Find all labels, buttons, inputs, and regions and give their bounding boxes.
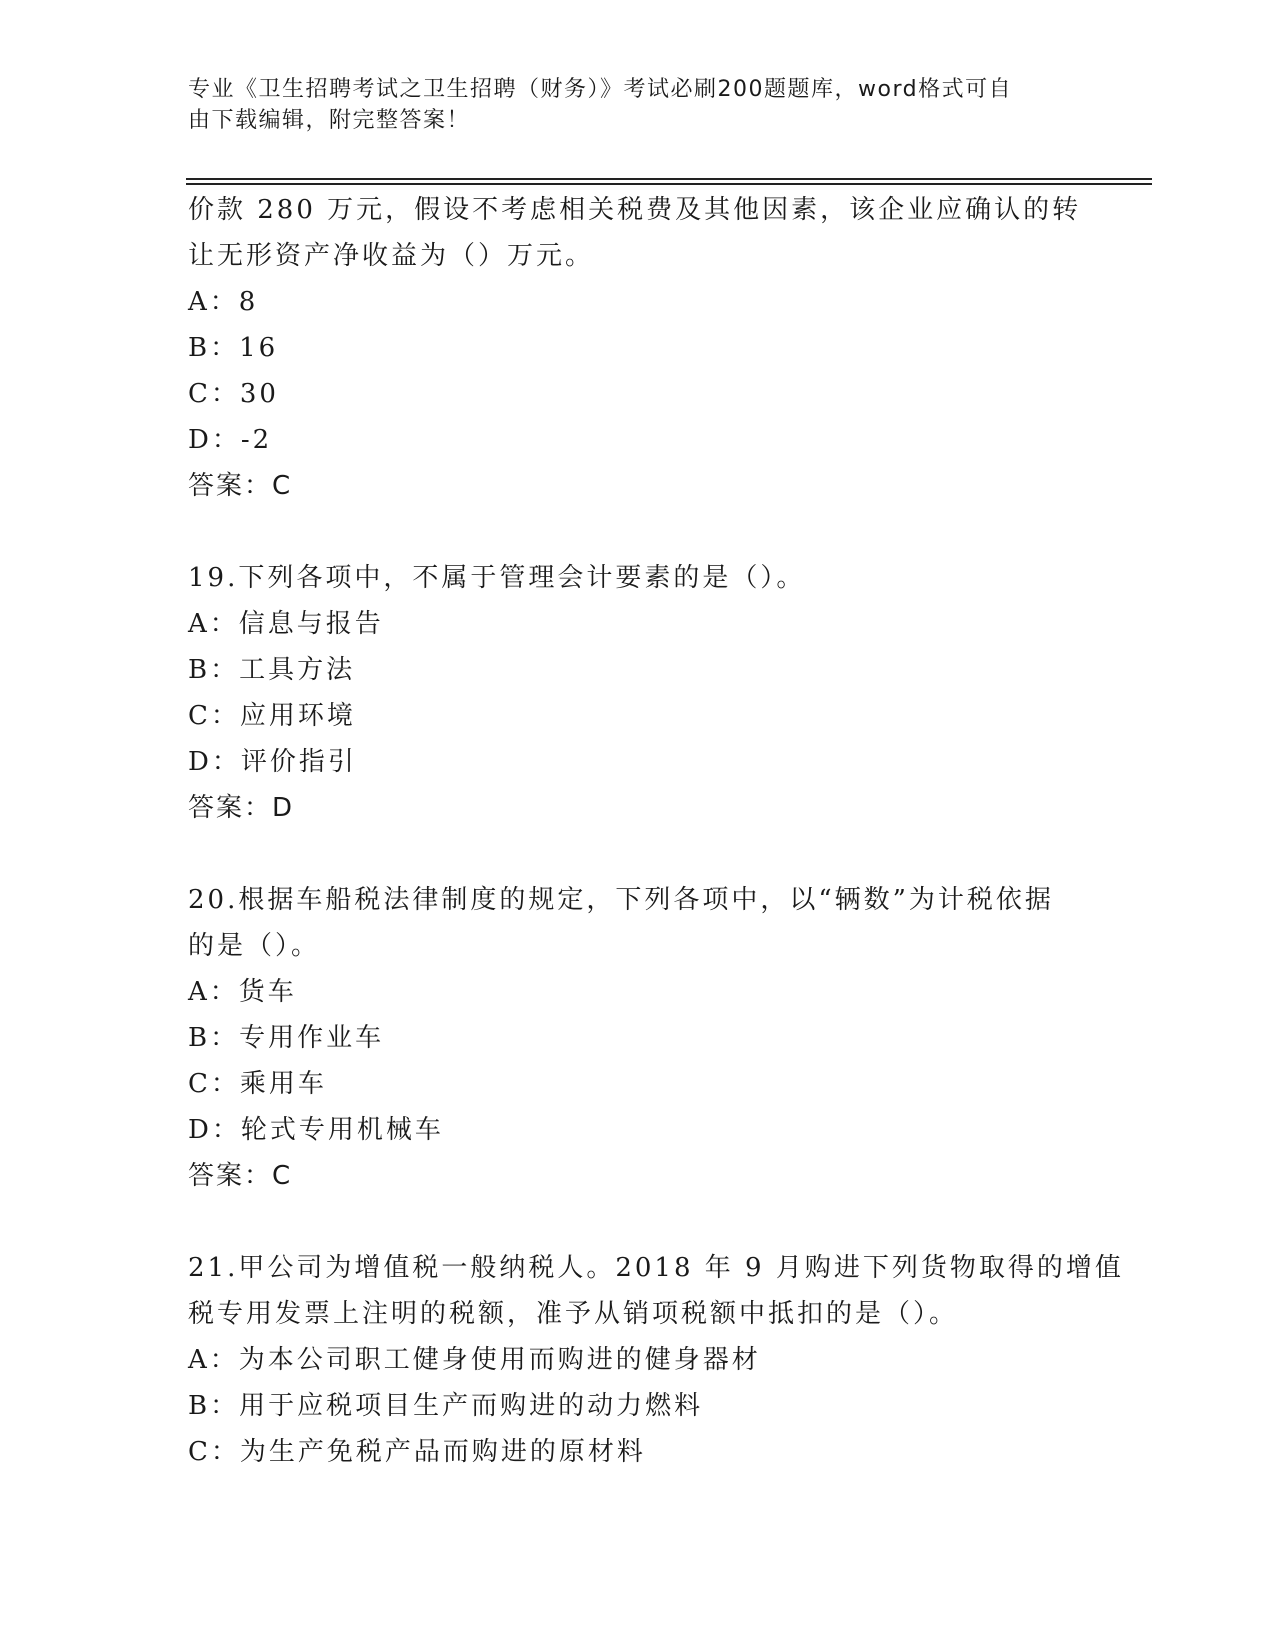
option-a: A：8 xyxy=(188,287,259,317)
option-c: C：应用环境 xyxy=(188,701,356,731)
question-21 xyxy=(188,1245,1124,1475)
question-19 xyxy=(188,555,1088,831)
question-20 xyxy=(188,877,1088,1199)
option-b: B：工具方法 xyxy=(188,655,356,685)
option-d: D：轮式专用机械车 xyxy=(188,1115,444,1145)
question-stem: 20.根据车船税法律制度的规定，下列各项中，以“辆数”为计税依据 xyxy=(188,885,1054,915)
question-spacer xyxy=(188,509,1088,555)
question-stem: 税专用发票上注明的税额，准予从销项税额中抵扣的是（）。 xyxy=(188,1299,959,1329)
question-stem: 21.甲公司为增值税一般纳税人。2018 年 9 月购进下列货物取得的增值 xyxy=(188,1253,1124,1283)
option-b: B：用于应税项目生产而购进的动力燃料 xyxy=(188,1391,704,1421)
option-a: A：为本公司职工健身使用而购进的健身器材 xyxy=(188,1345,761,1375)
question-spacer xyxy=(188,1199,1088,1245)
option-c: C：为生产免税产品而购进的原材料 xyxy=(188,1437,646,1467)
header-divider-bottom xyxy=(186,183,1152,185)
option-c: C：乘用车 xyxy=(188,1069,327,1099)
question-list xyxy=(188,187,1124,1475)
answer: 答案：C xyxy=(188,1161,293,1191)
answer: 答案：D xyxy=(188,793,295,823)
question-stem: 19.下列各项中，不属于管理会计要素的是（）。 xyxy=(188,563,806,593)
question-18 xyxy=(188,187,1088,509)
option-a: A：信息与报告 xyxy=(188,609,384,639)
document-header: 专业《卫生招聘考试之卫生招聘（财务）》考试必刷200题题库，word格式可自 由下载编辑，附完整答案！ xyxy=(188,77,1013,133)
option-d: D：评价指引 xyxy=(188,747,357,777)
question-stem: 价款 280 万元，假设不考虑相关税费及其他因素，该企业应确认的转 xyxy=(188,195,1082,225)
option-c: C：30 xyxy=(188,379,279,409)
option-a: A：货车 xyxy=(188,977,297,1007)
option-b: B：16 xyxy=(188,333,279,363)
header-divider-top xyxy=(186,178,1152,180)
question-stem: 的是（）。 xyxy=(188,931,321,961)
question-stem: 让无形资产净收益为（）万元。 xyxy=(188,241,595,271)
option-b: B：专用作业车 xyxy=(188,1023,385,1053)
question-spacer xyxy=(188,831,1088,877)
option-d: D：-2 xyxy=(188,425,273,455)
answer: 答案：C xyxy=(188,471,293,501)
